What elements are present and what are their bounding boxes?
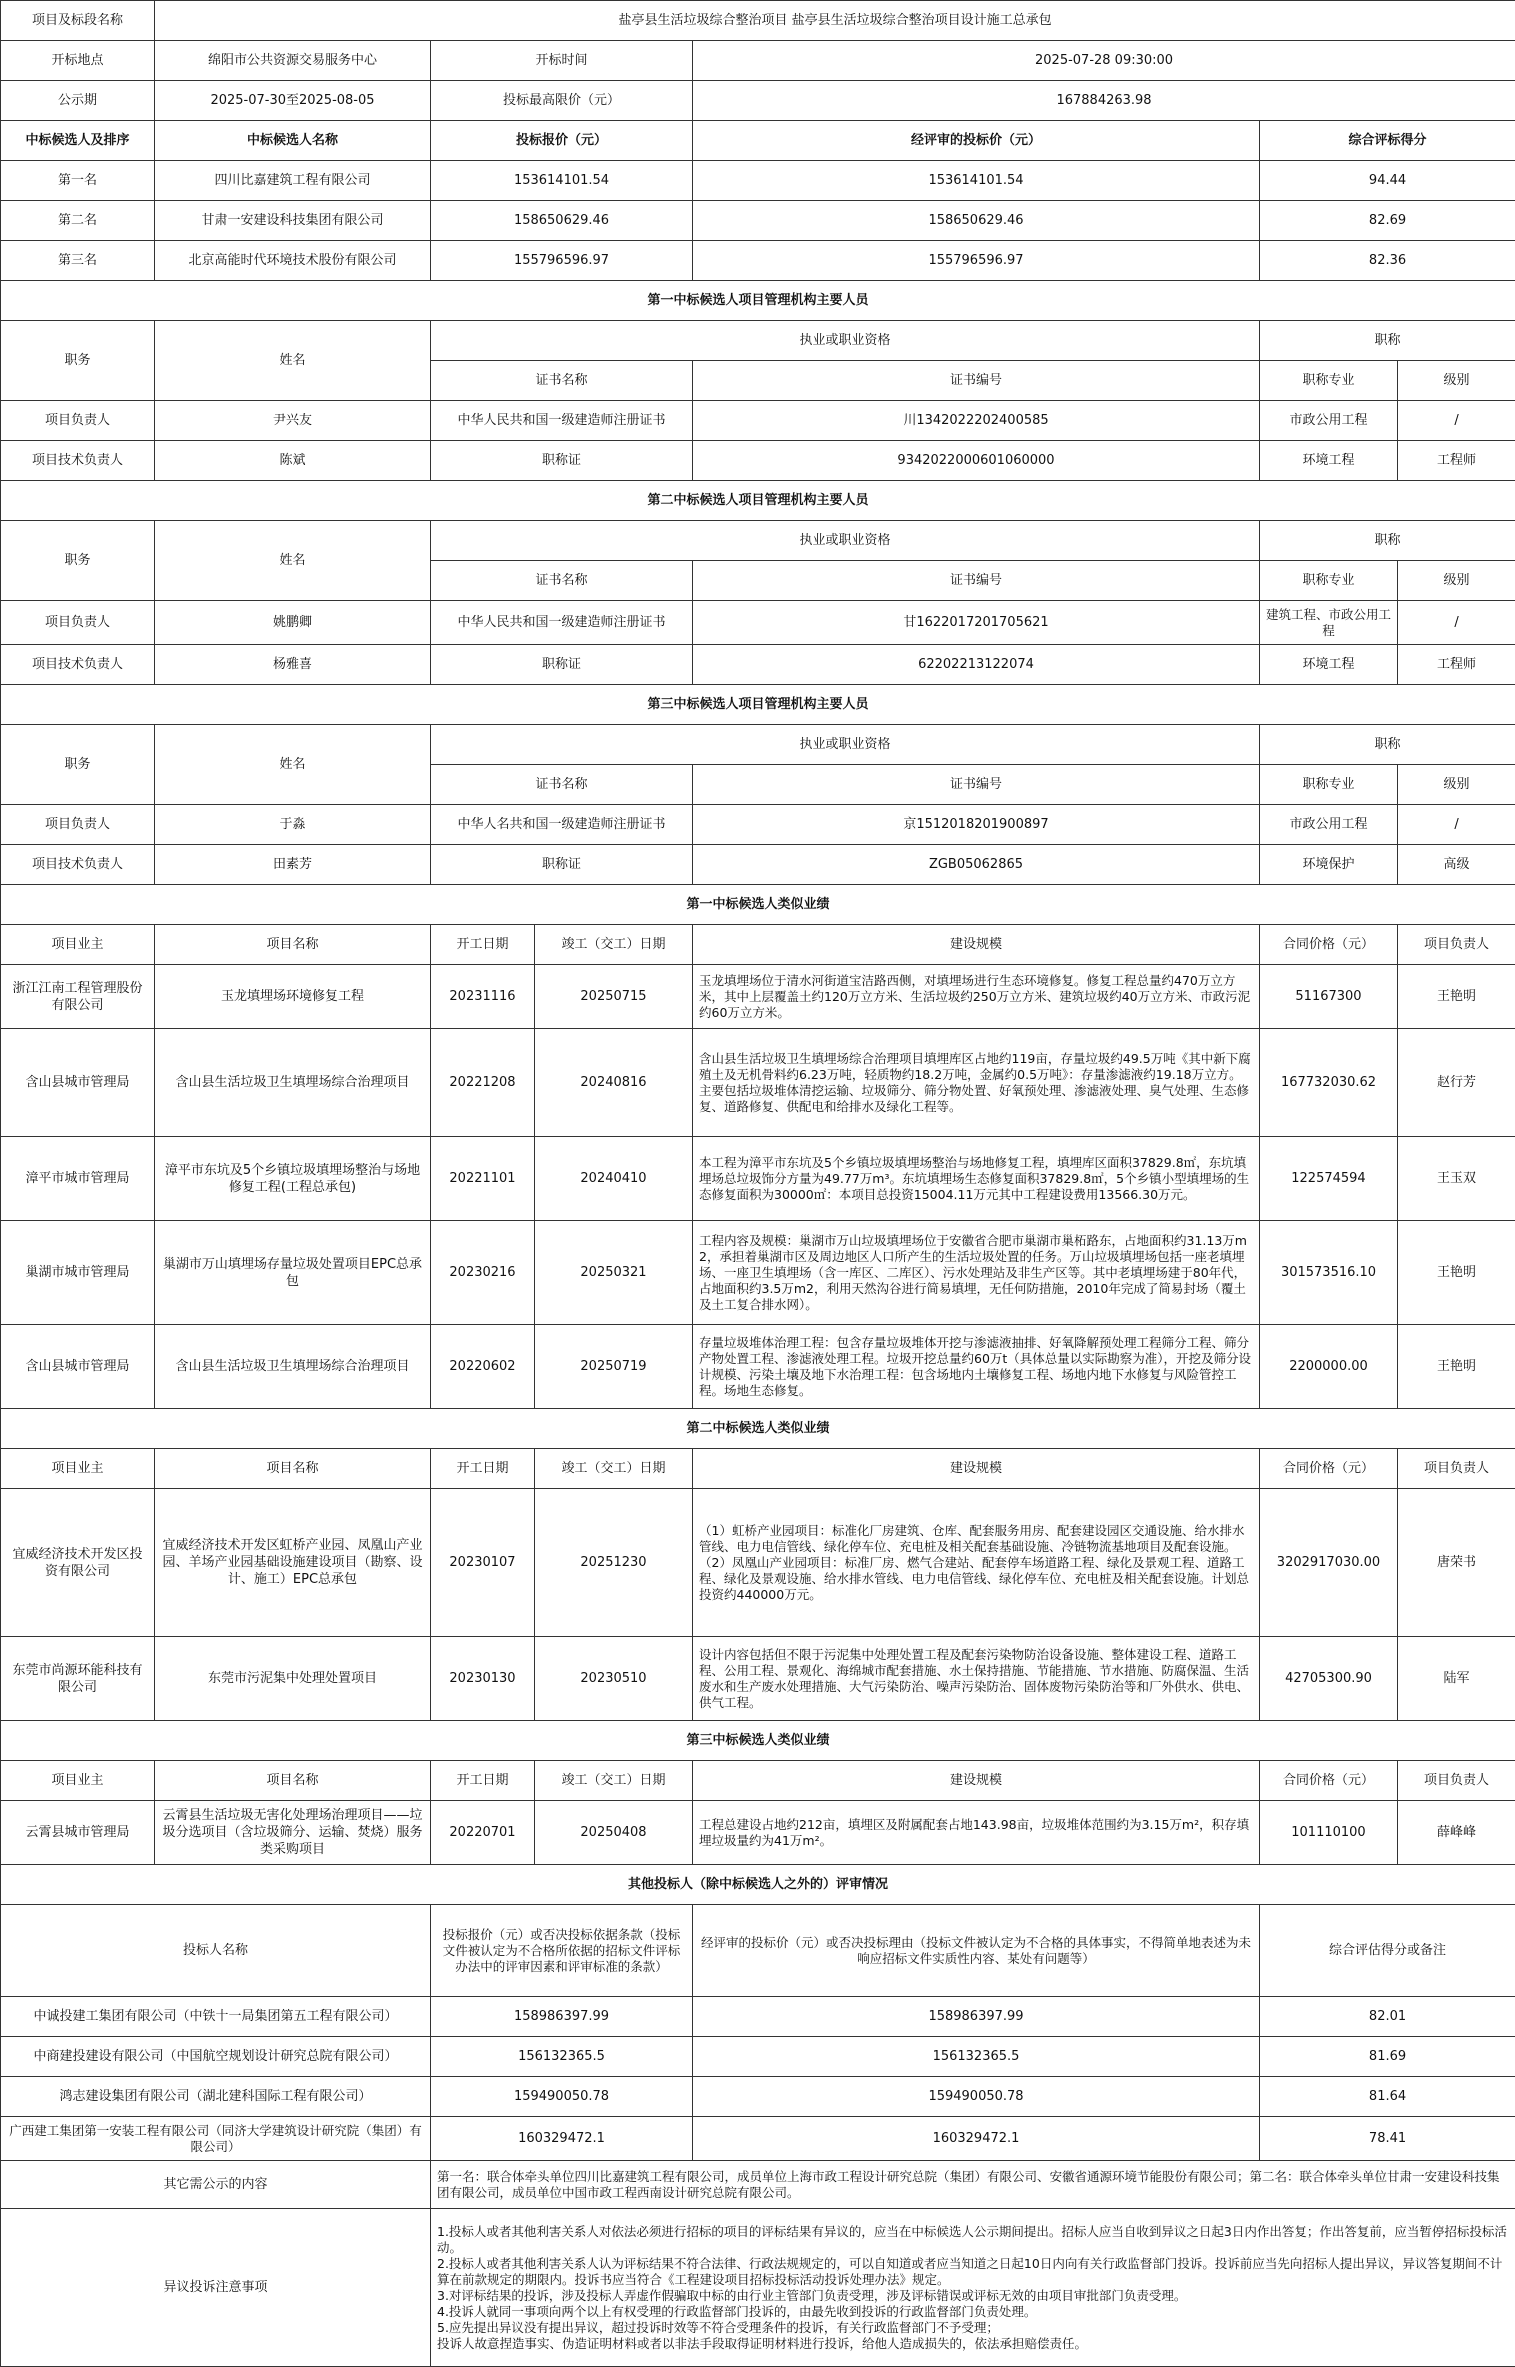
performance-end: 20250408 [535, 1801, 693, 1865]
personnel-row [1, 401, 1515, 441]
performance-name: 含山县生活垃圾卫生填埋场综合治理项目 [155, 1029, 431, 1137]
performance-start: 20220602 [431, 1325, 535, 1409]
others-evaluated: 159490050.78 [693, 2077, 1260, 2117]
candidate-score: 82.36 [1260, 241, 1515, 281]
max-price-label: 投标最高限价（元） [431, 81, 693, 121]
personnel-header-major: 职称专业 [1260, 765, 1398, 805]
performance-name: 含山县生活垃圾卫生填埋场综合治理项目 [155, 1325, 431, 1409]
personnel-row [1, 601, 1515, 645]
performance-header-name: 项目名称 [155, 1761, 431, 1801]
personnel-name: 陈斌 [155, 441, 431, 481]
others-evaluated: 156132365.5 [693, 2037, 1260, 2077]
personnel-cert-name: 中华人民共和国一级建造师注册证书 [431, 401, 693, 441]
personnel-major: 市政公用工程 [1260, 805, 1398, 845]
location-value: 绵阳市公共资源交易服务中心 [155, 41, 431, 81]
candidate-evaluated: 158650629.46 [693, 201, 1260, 241]
personnel-cert-no: 9342022000601060000 [693, 441, 1260, 481]
personnel-duty: 项目技术负责人 [1, 645, 155, 685]
personnel-header-title: 职称 [1260, 521, 1515, 561]
performance-header-price: 合同价格（元） [1260, 1761, 1398, 1801]
performance-manager: 赵行芳 [1398, 1029, 1515, 1137]
performance-row [1, 1029, 1515, 1137]
performance-owner: 东莞市尚源环能科技有限公司 [1, 1637, 155, 1721]
performance-end: 20250715 [535, 965, 693, 1029]
candidate-name: 四川比嘉建筑工程有限公司 [155, 161, 431, 201]
performance-row [1, 1137, 1515, 1221]
performance-name: 东莞市污泥集中处理处置项目 [155, 1637, 431, 1721]
personnel-header-level: 级别 [1398, 561, 1515, 601]
personnel-cert-name: 中华人民共和国一级建造师注册证书 [431, 601, 693, 645]
candidate-rank: 第一名 [1, 161, 155, 201]
performance-end: 20250321 [535, 1221, 693, 1325]
others-bid: 159490050.78 [431, 2077, 693, 2117]
personnel-name: 杨雅喜 [155, 645, 431, 685]
performance-start: 20230130 [431, 1637, 535, 1721]
others-name: 广西建工集团第一安装工程有限公司（同济大学建筑设计研究院（集团）有限公司） [1, 2117, 431, 2161]
others-header-score: 综合评估得分或备注 [1260, 1905, 1515, 1997]
performance-manager: 王玉双 [1398, 1137, 1515, 1221]
performance-end: 20230510 [535, 1637, 693, 1721]
performance-manager: 唐荣书 [1398, 1489, 1515, 1637]
personnel-major: 建筑工程、市政公用工程 [1260, 601, 1398, 645]
open-time-value: 2025-07-28 09:30:00 [693, 41, 1515, 81]
personnel-header-cert-no: 证书编号 [693, 361, 1260, 401]
performance-header-end: 竣工（交工）日期 [535, 925, 693, 965]
performance-manager: 陆军 [1398, 1637, 1515, 1721]
performance-owner: 漳平市城市管理局 [1, 1137, 155, 1221]
location-label: 开标地点 [1, 41, 155, 81]
performance-start: 20230107 [431, 1489, 535, 1637]
performance-row [1, 1637, 1515, 1721]
candidate-row [1, 201, 1515, 241]
performance-scale: 存量垃圾堆体治理工程：包含存量垃圾堆体开挖与渗滤液抽排、好氧降解预处理工程筛分工程、筛分产物处置工程、渗滤液处理工程。垃圾开挖总量约60万t（具体总量以实际勘察为准），开挖及筛分设计规模、污染土壤及地下水治理工程：包含场地内土壤修复工程、场地内地下水修复与风险管控工程。场地生态修复。 [693, 1325, 1260, 1409]
others-header-evaluated: 经评审的投标价（元）或否决投标理由（投标文件被认定为不合格的具体事实，不得简单地表述为未响应招标文件实质性内容、某处有问题等） [693, 1905, 1260, 1997]
performance-manager: 王艳明 [1398, 965, 1515, 1029]
personnel-header-qual: 执业或职业资格 [431, 725, 1260, 765]
others-row [1, 2037, 1515, 2077]
candidate-header-evaluated: 经评审的投标价（元） [693, 121, 1260, 161]
others-bid: 158986397.99 [431, 1997, 693, 2037]
personnel-cert-no: 川1342022202400585 [693, 401, 1260, 441]
personnel-header-duty: 职务 [1, 321, 155, 401]
personnel-header-name: 姓名 [155, 321, 431, 401]
performance-start: 20221101 [431, 1137, 535, 1221]
others-header-name: 投标人名称 [1, 1905, 431, 1997]
performance-header-manager: 项目负责人 [1398, 1449, 1515, 1489]
candidate-evaluated: 153614101.54 [693, 161, 1260, 201]
performance-section-title: 第三中标候选人类似业绩 [1, 1721, 1515, 1761]
personnel-cert-no: 甘1622017201705621 [693, 601, 1260, 645]
personnel-header-title: 职称 [1260, 321, 1515, 361]
candidate-rank: 第二名 [1, 201, 155, 241]
others-bid: 160329472.1 [431, 2117, 693, 2161]
personnel-section-title: 第一中标候选人项目管理机构主要人员 [1, 281, 1515, 321]
personnel-row [1, 805, 1515, 845]
objection-text: 1.投标人或者其他利害关系人对依法必须进行招标的项目的评标结果有异议的，应当在中标候选人公示期间提出。招标人应当自收到异议之日起3日内作出答复；作出答复前，应当暂停招标投标活动。 2.投标人或者其他利害关系人认为评标结果不符合法律、行政法规规定的，可以自知道或者应当知道之日起10日内向有关行政监督部门投诉。投诉前应当先向招标人提出异议，异议答复期间不计算在前款规定的期限内。投诉书应当符合《工程建设项目招标投标活动投诉处理办法》规定。 3.对评标结果的投诉，涉及投标人弄虚作假骗取中标的由行业主管部门负责受理，涉及评标错误或评标无效的由项目审批部门负责受理。 4.投诉人就同一事项向两个以上有权受理的行政监督部门投诉的，由最先收到投诉的行政监督部门负责处理。 5.应先提出异议没有提出异议，超过投诉时效等不符合受理条件的投诉，有关行政监督部门不予受理； 投诉人故意捏造事实、伪造证明材料或者以非法手段取得证明材料进行投诉，给他人造成损失的，依法承担赔偿责任。 [431, 2209, 1515, 2367]
performance-scale: 玉龙填埋场位于清水河街道宝洁路西侧，对填埋场进行生态环境修复。修复工程总量约470万立方米，其中上层覆盖土约120万立方米、生活垃圾约250万立方米、建筑垃圾约40万立方米、市政污泥约60万立方米。 [693, 965, 1260, 1029]
personnel-major: 环境工程 [1260, 441, 1398, 481]
performance-header-start: 开工日期 [431, 1449, 535, 1489]
personnel-level: / [1398, 805, 1515, 845]
personnel-header-title: 职称 [1260, 725, 1515, 765]
performance-header-price: 合同价格（元） [1260, 925, 1398, 965]
project-name: 盐亭县生活垃圾综合整治项目 盐亭县生活垃圾综合整治项目设计施工总承包 [155, 1, 1515, 41]
performance-name: 宜威经济技术开发区虹桥产业园、凤凰山产业园、羊场产业园基础设施建设项目（勘察、设计、施工）EPC总承包 [155, 1489, 431, 1637]
performance-header-manager: 项目负责人 [1398, 925, 1515, 965]
performance-manager: 王艳明 [1398, 1221, 1515, 1325]
performance-row [1, 1221, 1515, 1325]
personnel-duty: 项目技术负责人 [1, 441, 155, 481]
performance-header-start: 开工日期 [431, 925, 535, 965]
personnel-cert-name: 职称证 [431, 441, 693, 481]
performance-start: 20220701 [431, 1801, 535, 1865]
performance-row [1, 1489, 1515, 1637]
performance-end: 20240410 [535, 1137, 693, 1221]
others-score: 78.41 [1260, 2117, 1515, 2161]
personnel-header-cert-name: 证书名称 [431, 361, 693, 401]
performance-start: 20231116 [431, 965, 535, 1029]
candidate-header-name: 中标候选人名称 [155, 121, 431, 161]
others-row [1, 1997, 1515, 2037]
personnel-name: 姚鹏卿 [155, 601, 431, 645]
personnel-cert-no: 62202213122074 [693, 645, 1260, 685]
personnel-section-title: 第三中标候选人项目管理机构主要人员 [1, 685, 1515, 725]
personnel-header-cert-name: 证书名称 [431, 765, 693, 805]
performance-owner: 宜威经济技术开发区投资有限公司 [1, 1489, 155, 1637]
personnel-header-major: 职称专业 [1260, 561, 1398, 601]
performance-header-name: 项目名称 [155, 925, 431, 965]
performance-price: 3202917030.00 [1260, 1489, 1398, 1637]
performance-header-end: 竣工（交工）日期 [535, 1761, 693, 1801]
performance-manager: 薛峰峰 [1398, 1801, 1515, 1865]
personnel-row [1, 845, 1515, 885]
others-name: 鸿志建设集团有限公司（湖北建科国际工程有限公司） [1, 2077, 431, 2117]
performance-scale: （1）虹桥产业园项目：标准化厂房建筑、仓库、配套服务用房、配套建设园区交通设施、给水排水管线、电力电信管线、绿化停车位、充电桩及相关配套基础设施、冷链物流基地项目及配套设施。 （2）凤凰山产业园项目：标准厂房、燃气合建站、配套停车场道路工程、绿化及景观工程、道路工程、绿化及景观设施、给水排水管线、电力电信管线、绿化停车位、充电桩及相关配套设施。计划总投资约440000万元。 [693, 1489, 1260, 1637]
candidate-score: 82.69 [1260, 201, 1515, 241]
personnel-duty: 项目负责人 [1, 805, 155, 845]
personnel-row [1, 645, 1515, 685]
performance-header-owner: 项目业主 [1, 1449, 155, 1489]
performance-owner: 含山县城市管理局 [1, 1029, 155, 1137]
performance-scale: 含山县生活垃圾卫生填埋场综合治理项目填埋库区占地约119亩，存量垃圾约49.5万吨《其中新下腐殖土及无机骨料约6.23万吨，轻质物约18.2万吨，金属约0.5万吨》：存量渗滤液约19.18万立方。主要包括垃圾堆体清挖运输、垃圾筛分、筛分物处置、好氧预处理、渗滤液处理、臭气处理、生态修复、道路修复、供配电和给排水及绿化工程等。 [693, 1029, 1260, 1137]
personnel-cert-no: ZGB05062865 [693, 845, 1260, 885]
performance-owner: 巢湖市城市管理局 [1, 1221, 155, 1325]
personnel-header-cert-name: 证书名称 [431, 561, 693, 601]
personnel-header-level: 级别 [1398, 361, 1515, 401]
personnel-cert-name: 职称证 [431, 645, 693, 685]
others-header-bid: 投标报价（元）或否决投标依据条款（投标文件被认定为不合格所依据的招标文件评标办法中的评审因素和评审标准的条款） [431, 1905, 693, 1997]
performance-price: 42705300.90 [1260, 1637, 1398, 1721]
performance-price: 101110100 [1260, 1801, 1398, 1865]
candidate-header-score: 综合评标得分 [1260, 121, 1515, 161]
period-label: 公示期 [1, 81, 155, 121]
performance-header-end: 竣工（交工）日期 [535, 1449, 693, 1489]
performance-section-title: 第二中标候选人类似业绩 [1, 1409, 1515, 1449]
performance-owner: 云霄县城市管理局 [1, 1801, 155, 1865]
personnel-header-cert-no: 证书编号 [693, 561, 1260, 601]
personnel-header-qual: 执业或职业资格 [431, 521, 1260, 561]
personnel-cert-name: 中华人名共和国一级建造师注册证书 [431, 805, 693, 845]
personnel-header-cert-no: 证书编号 [693, 765, 1260, 805]
performance-header-start: 开工日期 [431, 1761, 535, 1801]
others-name: 中商建投建设有限公司（中国航空规划设计研究总院有限公司） [1, 2037, 431, 2077]
performance-name: 漳平市东坑及5个乡镇垃圾填埋场整治与场地修复工程(工程总承包) [155, 1137, 431, 1221]
personnel-header-qual: 执业或职业资格 [431, 321, 1260, 361]
project-label: 项目及标段名称 [1, 1, 155, 41]
performance-end: 20251230 [535, 1489, 693, 1637]
personnel-header-duty: 职务 [1, 521, 155, 601]
candidate-header-bid: 投标报价（元） [431, 121, 693, 161]
performance-scale: 工程总建设占地约212亩，填埋区及附属配套占地143.98亩，垃圾堆体范围约为3.15万m²，积存填埋垃圾量约为41万m²。 [693, 1801, 1260, 1865]
candidate-bid: 158650629.46 [431, 201, 693, 241]
candidate-name: 北京高能时代环境技术股份有限公司 [155, 241, 431, 281]
personnel-level: 工程师 [1398, 441, 1515, 481]
performance-header-owner: 项目业主 [1, 1761, 155, 1801]
candidate-name: 甘肃一安建设科技集团有限公司 [155, 201, 431, 241]
others-row [1, 2117, 1515, 2161]
performance-header-manager: 项目负责人 [1398, 1761, 1515, 1801]
performance-header-name: 项目名称 [155, 1449, 431, 1489]
open-time-label: 开标时间 [431, 41, 693, 81]
performance-manager: 王艳明 [1398, 1325, 1515, 1409]
performance-price: 122574594 [1260, 1137, 1398, 1221]
candidate-header-rank: 中标候选人及排序 [1, 121, 155, 161]
performance-header-owner: 项目业主 [1, 925, 155, 965]
performance-scale: 本工程为漳平市东坑及5个乡镇垃圾填埋场整治与场地修复工程，填埋库区面积37829.8㎡，东坑填埋场总垃圾饰分方量为49.77万m³。东坑填埋场生态修复面积37829.8㎡，5个乡镇小型填埋场的生态修复面积为30000㎡：本项目总投资15004.11万元其中工程建设费用13566.30万元。 [693, 1137, 1260, 1221]
performance-owner: 含山县城市管理局 [1, 1325, 155, 1409]
personnel-header-name: 姓名 [155, 725, 431, 805]
personnel-section-title: 第二中标候选人项目管理机构主要人员 [1, 481, 1515, 521]
others-score: 81.64 [1260, 2077, 1515, 2117]
performance-start: 20221208 [431, 1029, 535, 1137]
others-name: 中诚投建工集团有限公司（中铁十一局集团第五工程有限公司） [1, 1997, 431, 2037]
performance-section-title: 第一中标候选人类似业绩 [1, 885, 1515, 925]
performance-price: 167732030.62 [1260, 1029, 1398, 1137]
performance-scale: 工程内容及规模：巢湖市万山垃圾填埋场位于安徽省合肥市巢湖市巢柘路东，占地面积约31.13万m2，承担着巢湖市区及周边地区人口所产生的生活垃圾处置的任务。万山垃圾填埋场包括一座老填埋场、一座卫生填埋场（含一库区、二库区）、污水处理站及非生产区等。其中老填埋场建于80年代，占地面积约3.5万m2，利用天然沟谷进行简易填埋，无任何防措施，2010年完成了简易封场（覆土及土工复合排水网）。 [693, 1221, 1260, 1325]
others-row [1, 2077, 1515, 2117]
performance-start: 20230216 [431, 1221, 535, 1325]
personnel-duty: 项目负责人 [1, 601, 155, 645]
performance-header-scale: 建设规模 [693, 1761, 1260, 1801]
performance-price: 301573516.10 [1260, 1221, 1398, 1325]
candidate-rank: 第三名 [1, 241, 155, 281]
personnel-level: / [1398, 401, 1515, 441]
personnel-header-name: 姓名 [155, 521, 431, 601]
personnel-duty: 项目负责人 [1, 401, 155, 441]
others-bid: 156132365.5 [431, 2037, 693, 2077]
performance-price: 51167300 [1260, 965, 1398, 1029]
personnel-header-level: 级别 [1398, 765, 1515, 805]
performance-owner: 浙江江南工程管理股份有限公司 [1, 965, 155, 1029]
period-value: 2025-07-30至2025-08-05 [155, 81, 431, 121]
others-score: 81.69 [1260, 2037, 1515, 2077]
performance-row [1, 1801, 1515, 1865]
performance-name: 巢湖市万山填埋场存量垃圾处置项目EPC总承包 [155, 1221, 431, 1325]
candidate-row [1, 161, 1515, 201]
personnel-level: 高级 [1398, 845, 1515, 885]
personnel-major: 环境保护 [1260, 845, 1398, 885]
performance-name: 玉龙填埋场环境修复工程 [155, 965, 431, 1029]
candidate-evaluated: 155796596.97 [693, 241, 1260, 281]
personnel-duty: 项目技术负责人 [1, 845, 155, 885]
extra-label: 其它需公示的内容 [1, 2161, 431, 2209]
performance-row [1, 965, 1515, 1029]
performance-end: 20240816 [535, 1029, 693, 1137]
others-section-title: 其他投标人（除中标候选人之外的）评审情况 [1, 1865, 1515, 1905]
candidate-bid: 155796596.97 [431, 241, 693, 281]
personnel-name: 于淼 [155, 805, 431, 845]
candidate-bid: 153614101.54 [431, 161, 693, 201]
personnel-cert-no: 京1512018201900897 [693, 805, 1260, 845]
personnel-level: / [1398, 601, 1515, 645]
objection-label: 异议投诉注意事项 [1, 2209, 431, 2367]
performance-end: 20250719 [535, 1325, 693, 1409]
performance-header-scale: 建设规模 [693, 1449, 1260, 1489]
personnel-level: 工程师 [1398, 645, 1515, 685]
personnel-header-duty: 职务 [1, 725, 155, 805]
performance-header-scale: 建设规模 [693, 925, 1260, 965]
personnel-major: 市政公用工程 [1260, 401, 1398, 441]
personnel-row [1, 441, 1515, 481]
others-evaluated: 158986397.99 [693, 1997, 1260, 2037]
extra-text: 第一名：联合体牵头单位四川比嘉建筑工程有限公司，成员单位上海市政工程设计研究总院（集团）有限公司、安徽省通源环境节能股份有限公司；第二名：联合体牵头单位甘肃一安建设科技集团有限公司，成员单位中国市政工程西南设计研究总院有限公司。 [431, 2161, 1515, 2209]
performance-name: 云霄县生活垃圾无害化处理场治理项目——垃圾分选项目（含垃圾筛分、运输、焚烧）服务类采购项目 [155, 1801, 431, 1865]
candidate-score: 94.44 [1260, 161, 1515, 201]
max-price-value: 167884263.98 [693, 81, 1515, 121]
personnel-cert-name: 职称证 [431, 845, 693, 885]
others-evaluated: 160329472.1 [693, 2117, 1260, 2161]
candidate-row [1, 241, 1515, 281]
personnel-header-major: 职称专业 [1260, 361, 1398, 401]
others-score: 82.01 [1260, 1997, 1515, 2037]
performance-row [1, 1325, 1515, 1409]
personnel-name: 尹兴友 [155, 401, 431, 441]
performance-scale: 设计内容包括但不限于污泥集中处理处置工程及配套污染物防治设备设施、整体建设工程、道路工程、公用工程、景观化、海绵城市配套措施、水土保持措施、节能措施、节水措施、防腐保温、生活废水和生产废水处理措施、大气污染防治、噪声污染防治、固体废物污染防治等和厂外供水、供电、供气工程。 [693, 1637, 1260, 1721]
personnel-major: 环境工程 [1260, 645, 1398, 685]
performance-price: 2200000.00 [1260, 1325, 1398, 1409]
personnel-name: 田素芳 [155, 845, 431, 885]
performance-header-price: 合同价格（元） [1260, 1449, 1398, 1489]
